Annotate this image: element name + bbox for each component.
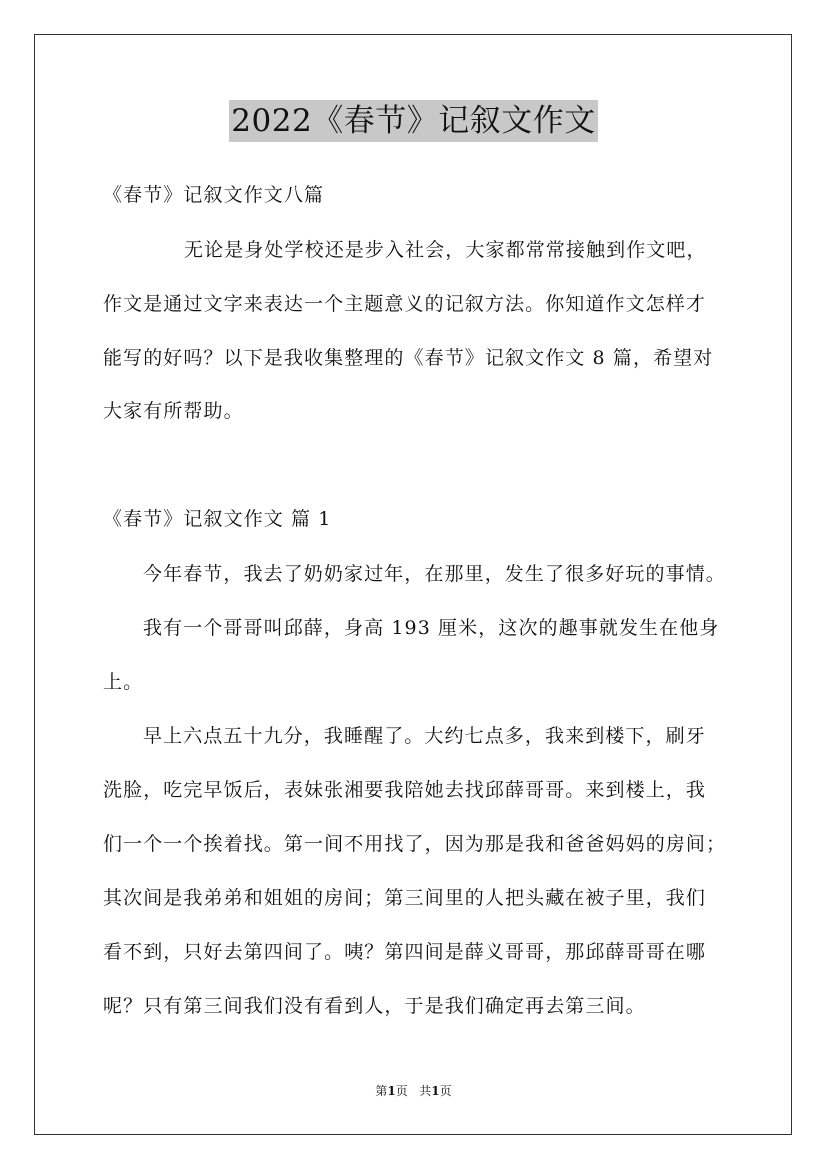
page-footer	[0, 1083, 827, 1099]
document-title: 2022《春节》记叙文作文	[229, 100, 597, 142]
intro-line: 大家有所帮助。	[103, 400, 244, 422]
body-line: 看不到，只好去第四间了。咦？第四间是薛义哥哥，那邱薛哥哥在哪	[103, 941, 707, 963]
body-line: 洗脸，吃完早饭后，表妹张湘要我陪她去找邱薛哥哥。来到楼上，我	[103, 779, 707, 801]
body-line: 呢？只有第三间我们没有看到人，于是我们确定再去第三间。	[103, 995, 646, 1017]
body-line: 我有一个哥哥叫邱薛，身高 193 厘米，这次的趣事就发生在他身	[143, 617, 720, 639]
body-line: 上。	[103, 671, 144, 693]
intro-line: 无论是身处学校还是步入社会，大家都常常接触到作文吧，	[184, 239, 707, 261]
title-container	[0, 100, 827, 142]
body-line: 其次间是我弟弟和姐姐的房间；第三间里的人把头藏在被子里，我们	[103, 887, 707, 909]
footer-page-suffix: 页	[439, 1084, 452, 1098]
footer-page-mid: 页 共	[395, 1084, 432, 1098]
footer-page-current: 1	[387, 1084, 396, 1098]
intro-line: 作文是通过文字来表达一个主题意义的记叙方法。你知道作文怎样才	[103, 293, 707, 315]
footer-page-prefix: 第	[375, 1084, 388, 1098]
body-line: 今年春节，我去了奶奶家过年，在那里，发生了很多好玩的事情。	[143, 563, 726, 585]
body-line: 早上六点五十九分，我睡醒了。大约七点多，我来到楼下，刷牙	[143, 725, 706, 747]
document-subtitle: 《春节》记叙文作文八篇	[103, 184, 325, 206]
footer-page-total: 1	[431, 1084, 440, 1098]
intro-line: 能写的好吗？以下是我收集整理的《春节》记叙文作文 8 篇，希望对	[103, 347, 714, 369]
body-line: 们一个一个挨着找。第一间不用找了，因为那是我和爸爸妈妈的房间；	[103, 833, 727, 855]
section-heading: 《春节》记叙文作文 篇 1	[103, 508, 332, 530]
